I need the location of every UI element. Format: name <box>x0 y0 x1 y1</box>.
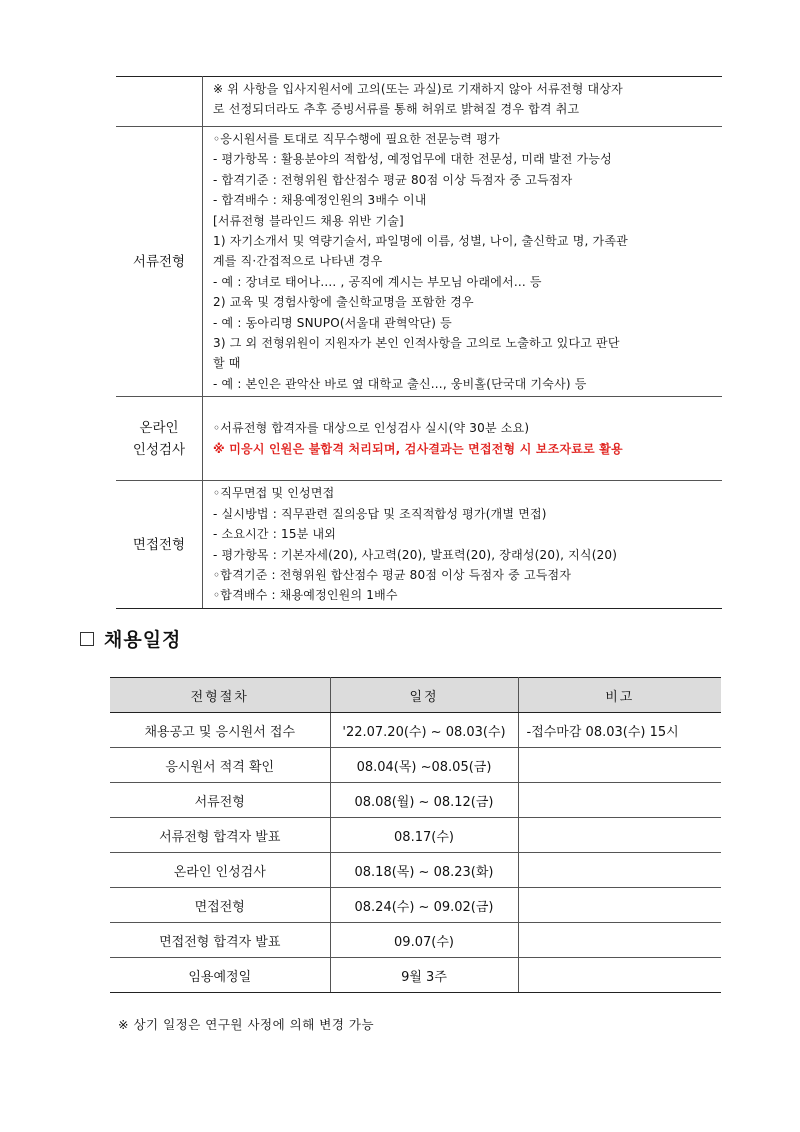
row-label: 서류전형 <box>116 127 203 397</box>
schedule-note <box>518 783 721 818</box>
section-title: 채용일정 <box>104 629 182 651</box>
section-heading <box>80 625 181 652</box>
content-line: ◦합격배수 : 채용예정인원의 1배수 <box>213 588 398 603</box>
schedule-date: 08.24(수) ~ 09.02(금) <box>330 888 518 923</box>
row-label: 온라인 인성검사 <box>116 397 203 481</box>
table-row <box>110 748 721 783</box>
schedule-step: 응시원서 적격 확인 <box>110 748 330 783</box>
schedule-note <box>518 748 721 783</box>
table-row <box>110 853 721 888</box>
row-content <box>203 416 722 461</box>
content-line: - 예 : 본인은 관악산 바로 옆 대학교 출신..., 웅비홀(단국대 기숙사) 등 <box>213 376 587 391</box>
content-line: - 합격배수 : 채용예정인원의 3배수 이내 <box>213 193 427 208</box>
content-line: - 평가항목 : 활용분야의 적합성, 예정업무에 대한 전문성, 미래 발전 가능성 <box>213 152 612 167</box>
schedule-table <box>110 677 721 993</box>
schedule-step: 온라인 인성검사 <box>110 853 330 888</box>
square-bullet-icon <box>80 632 94 646</box>
content-line: ◦응시원서를 토대로 직무수행에 필요한 전문능력 평가 <box>213 132 500 146</box>
table-row <box>110 888 721 923</box>
content-line: - 합격기준 : 전형위원 합산점수 평균 80점 이상 득점자 중 고득점자 <box>213 172 573 187</box>
content-line: 3) 그 외 전형위원이 지원자가 본인 인적사항을 고의로 노출하고 있다고 판단 <box>213 336 620 351</box>
schedule-step: 임용예정일 <box>110 958 330 993</box>
table-row <box>110 783 721 818</box>
schedule-step: 면접전형 <box>110 888 330 923</box>
content-line: - 실시방법 : 직무관련 질의응답 및 조직적합성 평가(개별 면접) <box>213 506 547 521</box>
content-line: ◦직무면접 및 인성면접 <box>213 486 335 501</box>
selection-table <box>116 76 722 609</box>
content-line: - 예 : 장녀로 태어나.... , 공직에 계시는 부모님 아래에서... 등 <box>213 274 542 289</box>
table-row <box>116 77 722 127</box>
table-row <box>116 397 722 481</box>
content-line: 계를 직·간접적으로 나타낸 경우 <box>213 254 383 269</box>
content-line: ◦합격기준 : 전형위원 합산점수 평균 80점 이상 득점자 중 고득점자 <box>213 567 572 582</box>
schedule-note: -접수마감 08.03(수) 15시 <box>518 713 721 748</box>
content-line: 2) 교육 및 경험사항에 출신학교명을 포함한 경우 <box>213 295 474 310</box>
content-line: 할 때 <box>213 356 241 371</box>
column-header: 전형절차 <box>110 678 330 713</box>
table-header-row <box>110 678 721 713</box>
row-label <box>116 77 203 127</box>
schedule-date: 08.18(목) ~ 08.23(화) <box>330 853 518 888</box>
schedule-step: 채용공고 및 응시원서 접수 <box>110 713 330 748</box>
content-line: 1) 자기소개서 및 역량기술서, 파일명에 이름, 성별, 나이, 출신학교 명, 가족관 <box>213 234 628 249</box>
row-content <box>203 481 722 607</box>
table-row <box>110 818 721 853</box>
schedule-step: 서류전형 합격자 발표 <box>110 818 330 853</box>
content-line: - 소요시간 : 15분 내외 <box>213 527 337 542</box>
row-label: 면접전형 <box>116 481 203 609</box>
column-header: 일정 <box>330 678 518 713</box>
content-line: 로 선정되더라도 추후 증빙서류를 통해 허위로 밝혀질 경우 합격 취고 <box>213 102 580 117</box>
schedule-note <box>518 923 721 958</box>
schedule-date: 9월 3주 <box>330 958 518 993</box>
schedule-date: 08.04(목) ~08.05(금) <box>330 748 518 783</box>
content-line: - 평가항목 : 기본자세(20), 사고력(20), 발표력(20), 장래성(20), 지식(20) <box>213 547 618 562</box>
schedule-note <box>518 853 721 888</box>
schedule-step: 서류전형 <box>110 783 330 818</box>
table-row <box>116 481 722 609</box>
content-line: ※ 위 사항을 입사지원서에 고의(또는 과실)로 기재하지 않아 서류전형 대상자 <box>213 82 623 96</box>
schedule-date: 09.07(수) <box>330 923 518 958</box>
column-header: 비고 <box>518 678 721 713</box>
content-line: [서류전형 블라인드 채용 위반 기술] <box>213 213 404 228</box>
warning-note: ※ 미응시 인원은 불합격 처리되며, 검사결과는 면접전형 시 보조자료로 활용 <box>213 441 623 456</box>
schedule-note <box>518 958 721 993</box>
table-row <box>116 127 722 397</box>
table-row <box>110 923 721 958</box>
table-row <box>110 958 721 993</box>
row-content <box>203 77 722 122</box>
schedule-date: 08.08(월) ~ 08.12(금) <box>330 783 518 818</box>
schedule-note <box>518 818 721 853</box>
schedule-date: 08.17(수) <box>330 818 518 853</box>
schedule-note <box>518 888 721 923</box>
content-line: ◦서류전형 합격자를 대상으로 인성검사 실시(약 30분 소요) <box>213 421 530 436</box>
schedule-footnote: ※ 상기 일정은 연구원 사정에 의해 변경 가능 <box>118 1017 375 1032</box>
schedule-date: '22.07.20(수) ~ 08.03(수) <box>330 713 518 748</box>
schedule-step: 면접전형 합격자 발표 <box>110 923 330 958</box>
table-row <box>110 713 721 748</box>
content-line: - 예 : 동아리명 SNUPO(서울대 관혁악단) 등 <box>213 315 452 330</box>
row-content <box>203 127 722 396</box>
